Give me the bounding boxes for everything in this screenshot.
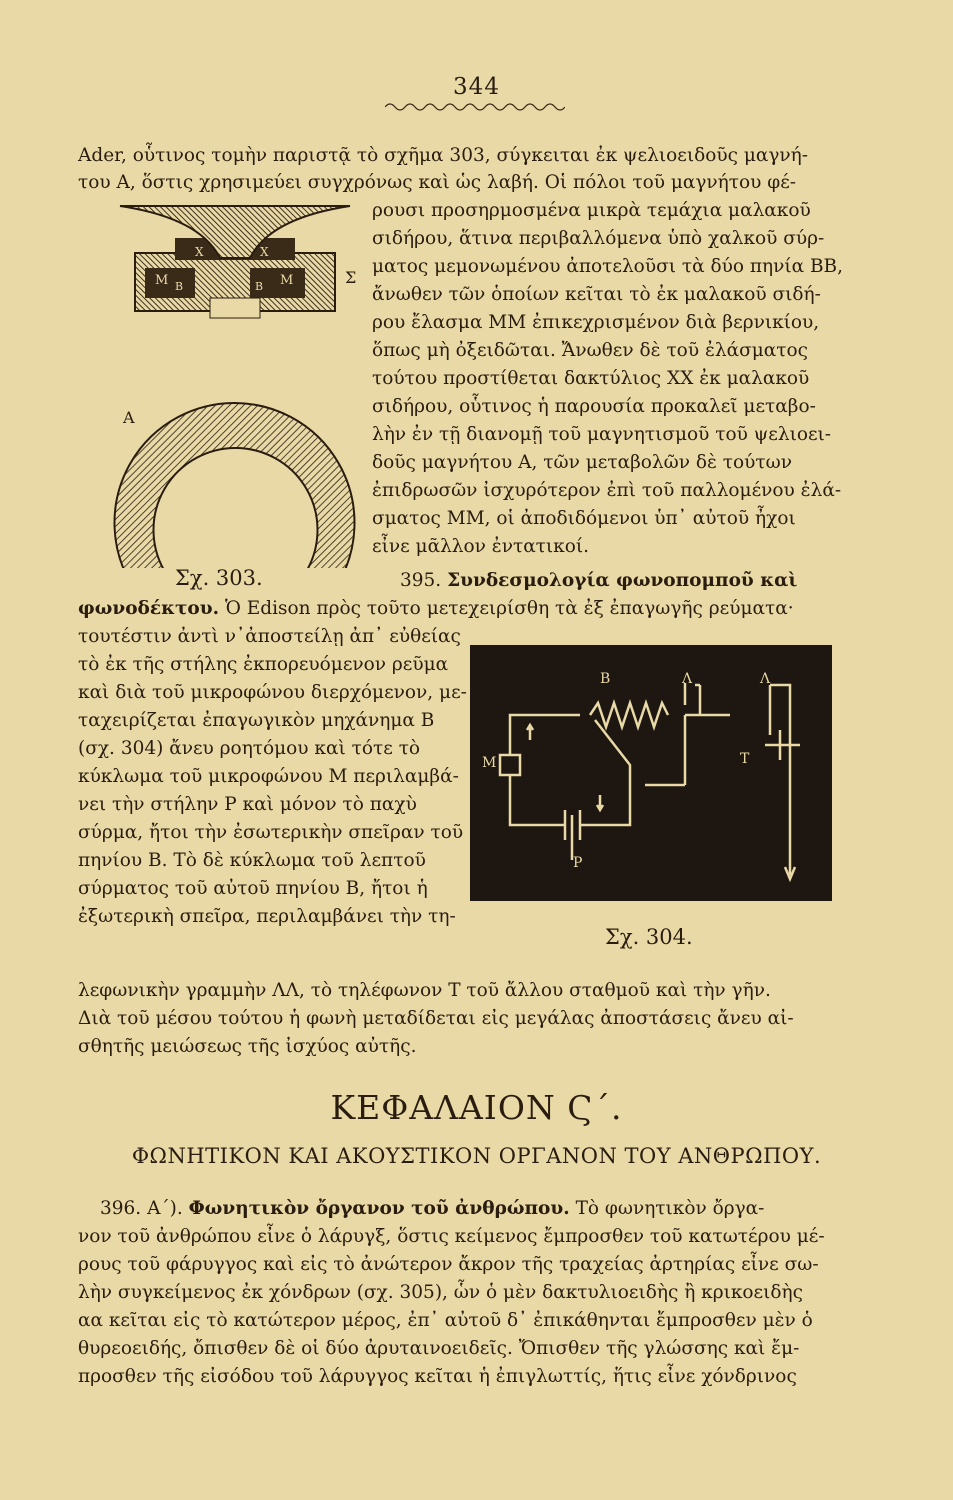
text-line: ρουσι προσηρμοσμένα μικρὰ τεμάχια μαλακοῦ xyxy=(372,200,811,221)
text-line: θυρεοειδής, ὄπισθεν δὲ οἱ δύο ἀρυταινοειδεῖς. Ὄπισθεν τῆς γλώσσης καὶ ἔμ- xyxy=(78,1338,800,1359)
section-396-title: Φωνητικὸν ὄργανον τοῦ ἀνθρώπου. xyxy=(188,1198,570,1219)
text-line: προσθεν τῆς εἰσόδου τοῦ λάρυγγος κεῖται ἡ ἐπιγλωττίς, ἥτις εἶνε χόνδρινος xyxy=(78,1366,797,1387)
text-line: λεφωνικὴν γραμμὴν ΛΛ, τὸ τηλέφωνον Τ τοῦ ἄλλου σταθμοῦ καὶ τὴν γῆν. xyxy=(78,980,771,1001)
fig304-label-t: Τ xyxy=(740,751,750,767)
fig303-label-b-right: Β xyxy=(255,280,264,293)
section-395-title-part1: Συνδεσμολογία φωνοπομποῦ καὶ xyxy=(447,570,798,591)
text-line: σιδήρου, οὗτινος ἡ παρουσία προκαλεῖ μεταβο- xyxy=(372,396,816,417)
text-line: ἐπιδρωσῶν ἰσχυρότερον ἐπὶ τοῦ παλλομένου ἐλά- xyxy=(372,480,842,501)
text-line: εἶνε μᾶλλον ἐντατικοί. xyxy=(372,536,590,557)
figure-304-circuit xyxy=(470,645,832,901)
text-line: πηνίου Β. Τὸ δὲ κύκλωμα τοῦ λεπτοῦ xyxy=(78,850,426,871)
page-number: 344 xyxy=(453,74,500,100)
text-line: ματος μεμονωμένου ἀποτελοῦσι τὰ δύο πηνία ΒΒ, xyxy=(372,256,844,277)
text-line: σύρματος τοῦ αὐτοῦ πηνίου Β, ἤτοι ἡ xyxy=(78,878,428,899)
fig303-label-m-left: Μ xyxy=(155,273,169,288)
fig304-label-m: Μ xyxy=(482,755,497,771)
fig303-label-x-left: Χ xyxy=(195,245,204,259)
text-line: ταχειρίζεται ἐπαγωγικὸν μηχάνημα Β xyxy=(78,710,435,731)
text-line: (σχ. 304) ἄνευ ροητόμου καὶ τότε τὸ xyxy=(78,738,421,759)
chapter-subtitle: ΦΩΝΗΤΙΚΟΝ ΚΑΙ ΑΚΟΥΣΤΙΚΟΝ ΟΡΓΑΝΟΝ ΤΟΥ ΑΝΘΡΩΠΟΥ. xyxy=(131,1144,822,1168)
chapter-title: ΚΕΦΑΛΑΙΟΝ Ϛ΄. xyxy=(330,1088,623,1127)
text-line xyxy=(78,596,794,622)
text-line: σιδήρου, ἅτινα περιβαλλόμενα ὑπὸ χαλκοῦ σύρ- xyxy=(372,228,825,249)
figure-303-ring-magnet xyxy=(100,198,370,568)
text-line: ἄνωθεν τῶν ὁποίων κεῖται τὸ ἐκ μαλακοῦ σιδή- xyxy=(372,284,821,305)
text-line: Ader, οὗτινος τομὴν παριστᾷ τὸ σχῆμα 303, σύγκειται ἐκ ψελιοειδοῦς μαγνή- xyxy=(78,145,809,166)
figure-303-caption: Σχ. 303. xyxy=(175,566,263,590)
text-line: ὅπως μὴ ὀξειδῶται. Ἄνωθεν δὲ τοῦ ἐλάσματος xyxy=(372,340,808,361)
ornament-rule xyxy=(385,100,565,114)
fig304-label-b: Β xyxy=(600,671,611,687)
text-line: νει τὴν στήλην Ρ καὶ μόνον τὸ παχὺ xyxy=(78,794,417,815)
section-396-number: 396. Α΄). xyxy=(100,1198,183,1219)
text-line: σματος ΜΜ, οἱ ἀποδιδόμενοι ὑπ᾽ αὐτοῦ ἦχοι xyxy=(372,508,796,529)
text-line: νον τοῦ ἀνθρώπου εἶνε ὁ λάρυγξ, ὅστις κείμενος ἔμπροσθεν τοῦ κατωτέρου μέ- xyxy=(78,1226,825,1247)
text-line: κύκλωμα τοῦ μικροφώνου Μ περιλαμβά- xyxy=(78,766,459,787)
text-line: καὶ διὰ τοῦ μικροφώνου διερχόμενον, με- xyxy=(78,682,467,703)
text-line: τούτου προστίθεται δακτύλιος ΧΧ ἐκ μαλακοῦ xyxy=(372,368,810,389)
fig303-label-m-right: Μ xyxy=(280,273,294,288)
section-396-heading xyxy=(100,1196,764,1222)
fig303-label-a: Α xyxy=(123,408,135,427)
section-395-heading xyxy=(400,568,797,594)
section-396-line1: Τὸ φωνητικὸν ὄργα- xyxy=(575,1198,765,1219)
text-line: του Α, ὅστις χρησιμεύει συγχρόνως καὶ ὡς λαβή. Οἱ πόλοι τοῦ μαγνήτου φέ- xyxy=(78,172,797,193)
fig304-label-l2: Λ xyxy=(760,671,771,687)
text-line: τὸ ἐκ τῆς στήλης ἐκπορευόμενον ρεῦμα xyxy=(78,654,449,675)
text-line: τουτέστιν ἀντὶ ν᾽ἀποστείλῃ ἀπ᾽ εὐθείας xyxy=(78,626,461,647)
section-395-title-part2: φωνοδέκτου. xyxy=(78,598,220,619)
fig304-label-p: Ρ xyxy=(573,855,583,871)
text-line: σθητῆς μειώσεως τῆς ἰσχύος αὐτῆς. xyxy=(78,1036,417,1057)
text-line: ρου ἔλασμα ΜΜ ἐπικεχρισμένον διὰ βερνικίου, xyxy=(372,312,820,333)
fig303-label-x-right: Χ xyxy=(260,245,269,259)
fig304-label-l1: Λ xyxy=(682,671,693,687)
text-line: Διὰ τοῦ μέσου τούτου ἡ φωνὴ μεταδίδεται εἰς μεγάλας ἀποστάσεις ἄνευ αἰ- xyxy=(78,1008,794,1029)
text-line: ρους τοῦ φάρυγγος καὶ εἰς τὸ ἀνώτερον ἄκρον τῆς τραχείας ἀρτηρίας εἶνε σω- xyxy=(78,1254,819,1275)
text-line: αα κεῖται εἰς τὸ κατώτερον μέρος, ἐπ᾽ αὐτοῦ δ᾽ ἐπικάθηνται ἔμπροσθεν μὲν ὁ xyxy=(78,1310,813,1331)
text-line: δοῦς μαγνήτου Α, τῶν μεταβολῶν δὲ τούτων xyxy=(372,452,792,473)
fig303-label-s: Σ xyxy=(345,268,357,287)
text-line: λὴν συγκείμενος ἐκ χόνδρων (σχ. 305), ὧν ὁ μὲν δακτυλιοειδὴς ἢ κρικοειδὴς xyxy=(78,1282,803,1303)
section-395-line1: Ὁ Edison πρὸς τοῦτο μετεχειρίσθη τὰ ἐξ ἐπαγωγῆς ρεύματα· xyxy=(224,598,794,619)
text-line: λὴν ἐν τῇ διανομῇ τοῦ μαγνητισμοῦ τοῦ ψελιοει- xyxy=(372,424,832,445)
figure-304-caption: Σχ. 304. xyxy=(605,925,693,949)
text-line: ἐξωτερικὴ σπεῖρα, περιλαμβάνει τὴν τη- xyxy=(78,906,456,927)
fig303-label-b-left: Β xyxy=(175,280,184,293)
section-395-number: 395. xyxy=(400,570,442,591)
text-line: σύρμα, ἤτοι τὴν ἐσωτερικὴν σπεῖραν τοῦ xyxy=(78,822,464,843)
